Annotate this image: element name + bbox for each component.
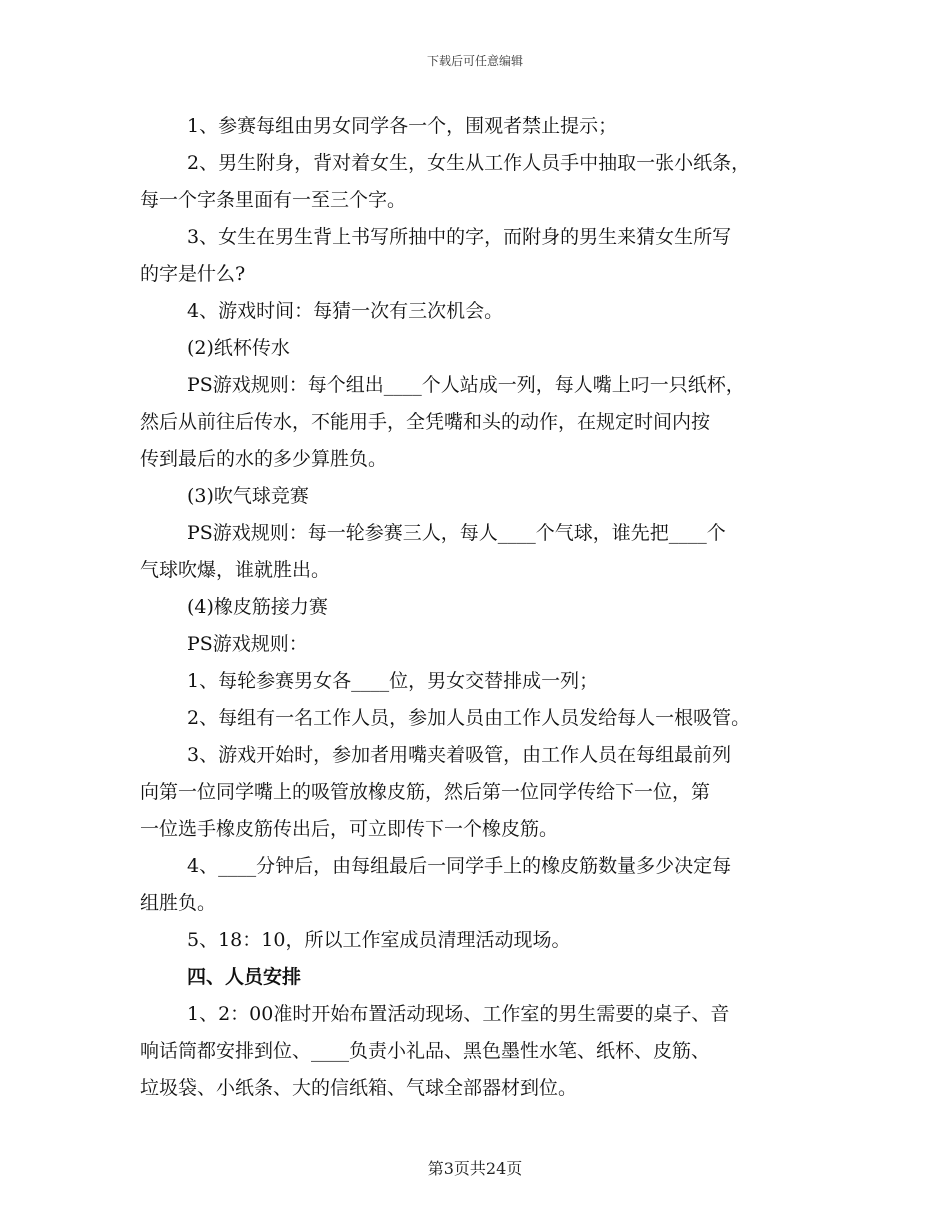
paragraph-line: 然后从前往后传水，不能用手，全凭嘴和头的动作，在规定时间内按 — [140, 411, 711, 433]
paragraph-line: 垃圾袋、小纸条、大的信纸箱、气球全部器材到位。 — [140, 1077, 578, 1099]
page-header: 下载后可任意编辑 — [426, 54, 523, 68]
paragraph-line: 向第一位同学嘴上的吸管放橡皮筋，然后第一位同学传给下一位，第 — [140, 781, 711, 803]
paragraph-line: 3、游戏开始时，参加者用嘴夹着吸管，由工作人员在每组最前列 — [187, 744, 732, 766]
paragraph-line: 2、每组有一名工作人员，参加人员由工作人员发给每人一根吸管。 — [187, 707, 751, 729]
paragraph-line: PS游戏规则：每一轮参赛三人，每人____个气球，谁先把____个 — [187, 522, 726, 544]
paragraph-line: 的字是什么? — [140, 263, 246, 285]
paragraph-line: 气球吹爆，谁就胜出。 — [140, 559, 331, 581]
document-body — [140, 108, 820, 1107]
subsection-title: (2)纸杯传水 — [187, 337, 290, 359]
paragraph-line: 5、18：10，所以工作室成员清理活动现场。 — [187, 929, 571, 951]
paragraph-line: 传到最后的水的多少算胜负。 — [140, 448, 388, 470]
section-heading: 四、人员安排 — [187, 966, 302, 988]
subsection-title: (3)吹气球竞赛 — [187, 485, 309, 507]
paragraph-line: PS游戏规则： — [187, 633, 308, 655]
paragraph-line: 3、女生在男生背上书写所抽中的字，而附身的男生来猜女生所写 — [187, 226, 732, 248]
paragraph-line: 1、参赛每组由男女同学各一个，围观者禁止提示； — [187, 115, 618, 137]
paragraph-line: 1、2：00准时开始布置活动现场、工作室的男生需要的桌子、音 — [187, 1003, 730, 1025]
subsection-title: (4)橡皮筋接力赛 — [187, 596, 328, 618]
paragraph-line: 响话筒都安排到位、____负责小礼品、黑色墨性水笔、纸杯、皮筋、 — [140, 1040, 711, 1062]
page-number-footer: 第3页共24页 — [427, 1159, 523, 1178]
paragraph-line: 每一个字条里面有一至三个字。 — [140, 189, 407, 211]
paragraph-line: PS游戏规则：每个组出____个人站成一列，每人嘴上叼一只纸杯， — [187, 374, 745, 396]
paragraph-line: 4、游戏时间：每猜一次有三次机会。 — [187, 300, 504, 322]
paragraph-line: 2、男生附身，背对着女生，女生从工作人员手中抽取一张小纸条， — [187, 152, 751, 174]
paragraph-line: 组胜负。 — [140, 892, 217, 914]
paragraph-line: 1、每轮参赛男女各____位，男女交替排成一列； — [187, 670, 599, 692]
paragraph-line: 一位选手橡皮筋传出后，可立即传下一个橡皮筋。 — [140, 818, 559, 840]
paragraph-line: 4、____分钟后，由每组最后一同学手上的橡皮筋数量多少决定每 — [187, 855, 732, 877]
